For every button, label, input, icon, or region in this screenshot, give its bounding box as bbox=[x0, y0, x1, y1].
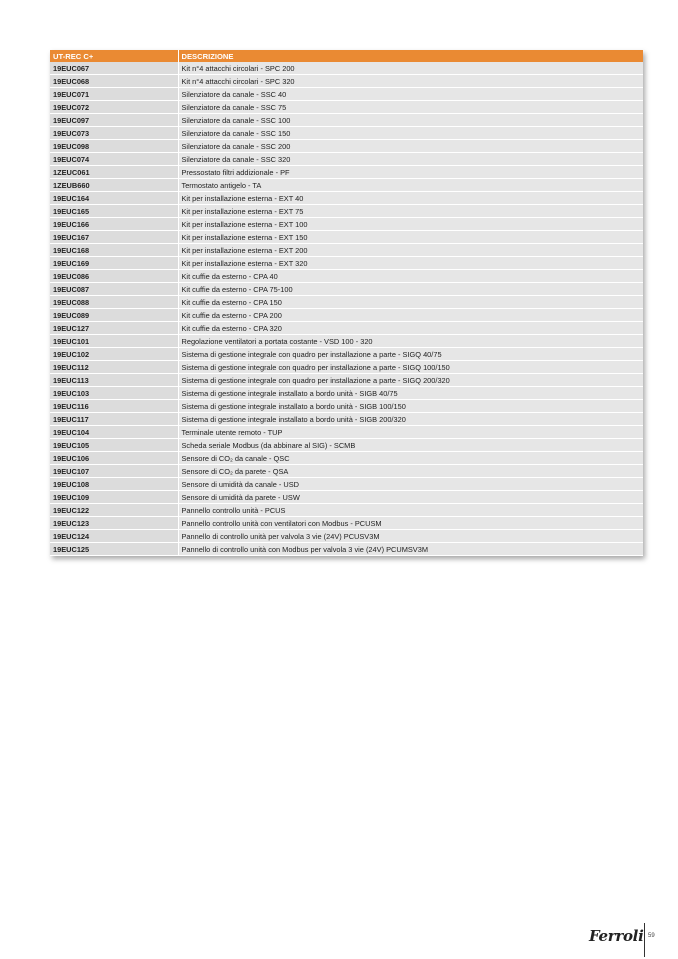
product-code-cell: 19EUC068 bbox=[50, 75, 178, 88]
product-code-cell: 19EUC124 bbox=[50, 530, 178, 543]
product-code-cell: 19EUC071 bbox=[50, 88, 178, 101]
description-cell: Sensore di umidità da canale - USD bbox=[178, 478, 643, 491]
table-row bbox=[50, 348, 643, 361]
product-code-cell: 19EUC107 bbox=[50, 465, 178, 478]
product-code-cell: 19EUC073 bbox=[50, 127, 178, 140]
table-header-row bbox=[50, 50, 643, 62]
description-cell: Kit cuffie da esterno - CPA 75-100 bbox=[178, 283, 643, 296]
product-code-cell: 19EUC127 bbox=[50, 322, 178, 335]
table-row bbox=[50, 114, 643, 127]
table-row bbox=[50, 322, 643, 335]
product-code-cell: 19EUC169 bbox=[50, 257, 178, 270]
ferroli-logo: Ferroli bbox=[589, 927, 644, 945]
table-row bbox=[50, 361, 643, 374]
product-code-cell: 19EUC097 bbox=[50, 114, 178, 127]
description-cell: Sistema di gestione integrale con quadro per installazione a parte - SIGQ 100/150 bbox=[178, 361, 643, 374]
description-cell: Kit per installazione esterna - EXT 320 bbox=[178, 257, 643, 270]
product-code-cell: 19EUC117 bbox=[50, 413, 178, 426]
description-cell: Kit n°4 attacchi circolari - SPC 320 bbox=[178, 75, 643, 88]
description-cell: Kit per installazione esterna - EXT 200 bbox=[178, 244, 643, 257]
description-cell: Sensore di CO₂ da canale - QSC bbox=[178, 452, 643, 465]
accessories-table-grid bbox=[50, 50, 643, 556]
product-code-cell: 19EUC087 bbox=[50, 283, 178, 296]
product-code-cell: 19EUC104 bbox=[50, 426, 178, 439]
table-row bbox=[50, 179, 643, 192]
table-row bbox=[50, 413, 643, 426]
description-cell: Silenziatore da canale - SSC 320 bbox=[178, 153, 643, 166]
description-cell: Terminale utente remoto - TUP bbox=[178, 426, 643, 439]
table-row bbox=[50, 153, 643, 166]
table-header bbox=[50, 50, 643, 62]
description-cell: Kit per installazione esterna - EXT 150 bbox=[178, 231, 643, 244]
description-cell: Pannello controllo unità con ventilatori con Modbus - PCUSM bbox=[178, 517, 643, 530]
table-row bbox=[50, 244, 643, 257]
description-cell: Sistema di gestione integrale installato a bordo unità - SIGB 200/320 bbox=[178, 413, 643, 426]
description-cell: Scheda seriale Modbus (da abbinare al SIG) - SCMB bbox=[178, 439, 643, 452]
table-row bbox=[50, 530, 643, 543]
description-cell: Kit n°4 attacchi circolari - SPC 200 bbox=[178, 62, 643, 75]
footer-divider bbox=[644, 923, 645, 957]
description-cell: Kit cuffie da esterno - CPA 320 bbox=[178, 322, 643, 335]
description-cell: Silenziatore da canale - SSC 40 bbox=[178, 88, 643, 101]
product-code-cell: 19EUC105 bbox=[50, 439, 178, 452]
table-row bbox=[50, 426, 643, 439]
product-code-cell: 19EUC167 bbox=[50, 231, 178, 244]
table-row bbox=[50, 62, 643, 75]
table-row bbox=[50, 283, 643, 296]
table-row bbox=[50, 296, 643, 309]
product-code-cell: 19EUC165 bbox=[50, 205, 178, 218]
table-row bbox=[50, 517, 643, 530]
description-cell: Kit cuffie da esterno - CPA 150 bbox=[178, 296, 643, 309]
table-row bbox=[50, 374, 643, 387]
description-cell: Kit per installazione esterna - EXT 75 bbox=[178, 205, 643, 218]
table-row bbox=[50, 478, 643, 491]
table-row bbox=[50, 101, 643, 114]
product-code-cell: 19EUC074 bbox=[50, 153, 178, 166]
table-row bbox=[50, 218, 643, 231]
product-code-cell: 1ZEUC061 bbox=[50, 166, 178, 179]
table-row bbox=[50, 504, 643, 517]
description-cell: Kit per installazione esterna - EXT 40 bbox=[178, 192, 643, 205]
product-code-cell: 19EUC123 bbox=[50, 517, 178, 530]
product-code-cell: 19EUC089 bbox=[50, 309, 178, 322]
product-code-cell: 19EUC103 bbox=[50, 387, 178, 400]
description-cell: Silenziatore da canale - SSC 75 bbox=[178, 101, 643, 114]
description-cell: Regolazione ventilatori a portata costante - VSD 100 - 320 bbox=[178, 335, 643, 348]
page-number: 59 bbox=[648, 933, 655, 939]
table-row bbox=[50, 166, 643, 179]
table-row bbox=[50, 257, 643, 270]
table-row bbox=[50, 75, 643, 88]
product-code-cell: 19EUC112 bbox=[50, 361, 178, 374]
product-code-cell: 19EUC067 bbox=[50, 62, 178, 75]
table-row bbox=[50, 400, 643, 413]
description-cell: Sistema di gestione integrale con quadro per installazione a parte - SIGQ 200/320 bbox=[178, 374, 643, 387]
product-code-cell: 19EUC122 bbox=[50, 504, 178, 517]
table-row bbox=[50, 192, 643, 205]
description-cell: Sistema di gestione integrale installato a bordo unità - SIGB 40/75 bbox=[178, 387, 643, 400]
table-row bbox=[50, 127, 643, 140]
description-cell: Sensore di CO₂ da parete - QSA bbox=[178, 465, 643, 478]
product-code-cell: 19EUC102 bbox=[50, 348, 178, 361]
description-cell: Termostato antigelo - TA bbox=[178, 179, 643, 192]
description-cell: Sensore di umidità da parete - USW bbox=[178, 491, 643, 504]
description-cell: Silenziatore da canale - SSC 200 bbox=[178, 140, 643, 153]
product-code-cell: 19EUC116 bbox=[50, 400, 178, 413]
table-row bbox=[50, 335, 643, 348]
product-code-cell: 19EUC166 bbox=[50, 218, 178, 231]
table-row bbox=[50, 88, 643, 101]
column-header-description: DESCRIZIONE bbox=[178, 50, 643, 62]
description-cell: Pannello controllo unità - PCUS bbox=[178, 504, 643, 517]
product-code-cell: 19EUC088 bbox=[50, 296, 178, 309]
description-cell: Sistema di gestione integrale installato a bordo unità - SIGB 100/150 bbox=[178, 400, 643, 413]
product-code-cell: 19EUC125 bbox=[50, 543, 178, 556]
table-row bbox=[50, 140, 643, 153]
description-cell: Kit per installazione esterna - EXT 100 bbox=[178, 218, 643, 231]
table-body bbox=[50, 62, 643, 556]
column-header-code: UT-REC C+ bbox=[50, 50, 178, 62]
table-row bbox=[50, 231, 643, 244]
table-row bbox=[50, 387, 643, 400]
description-cell: Pannello di controllo unità con Modbus per valvola 3 vie (24V) PCUMSV3M bbox=[178, 543, 643, 556]
product-code-cell: 19EUC072 bbox=[50, 101, 178, 114]
table-row bbox=[50, 452, 643, 465]
description-cell: Pressostato filtri addizionale - PF bbox=[178, 166, 643, 179]
product-code-cell: 19EUC113 bbox=[50, 374, 178, 387]
table-row bbox=[50, 439, 643, 452]
table-row bbox=[50, 465, 643, 478]
product-code-cell: 19EUC106 bbox=[50, 452, 178, 465]
table-row bbox=[50, 270, 643, 283]
description-cell: Sistema di gestione integrale con quadro per installazione a parte - SIGQ 40/75 bbox=[178, 348, 643, 361]
table-row bbox=[50, 543, 643, 556]
table-row bbox=[50, 491, 643, 504]
product-code-cell: 19EUC086 bbox=[50, 270, 178, 283]
product-code-cell: 19EUC108 bbox=[50, 478, 178, 491]
description-cell: Silenziatore da canale - SSC 100 bbox=[178, 114, 643, 127]
accessories-table bbox=[50, 50, 643, 556]
table-row bbox=[50, 205, 643, 218]
product-code-cell: 19EUC168 bbox=[50, 244, 178, 257]
description-cell: Silenziatore da canale - SSC 150 bbox=[178, 127, 643, 140]
product-code-cell: 19EUC101 bbox=[50, 335, 178, 348]
description-cell: Pannello di controllo unità per valvola 3 vie (24V) PCUSV3M bbox=[178, 530, 643, 543]
product-code-cell: 1ZEUB660 bbox=[50, 179, 178, 192]
table-row bbox=[50, 309, 643, 322]
product-code-cell: 19EUC109 bbox=[50, 491, 178, 504]
product-code-cell: 19EUC164 bbox=[50, 192, 178, 205]
product-code-cell: 19EUC098 bbox=[50, 140, 178, 153]
description-cell: Kit cuffie da esterno - CPA 200 bbox=[178, 309, 643, 322]
description-cell: Kit cuffie da esterno - CPA 40 bbox=[178, 270, 643, 283]
